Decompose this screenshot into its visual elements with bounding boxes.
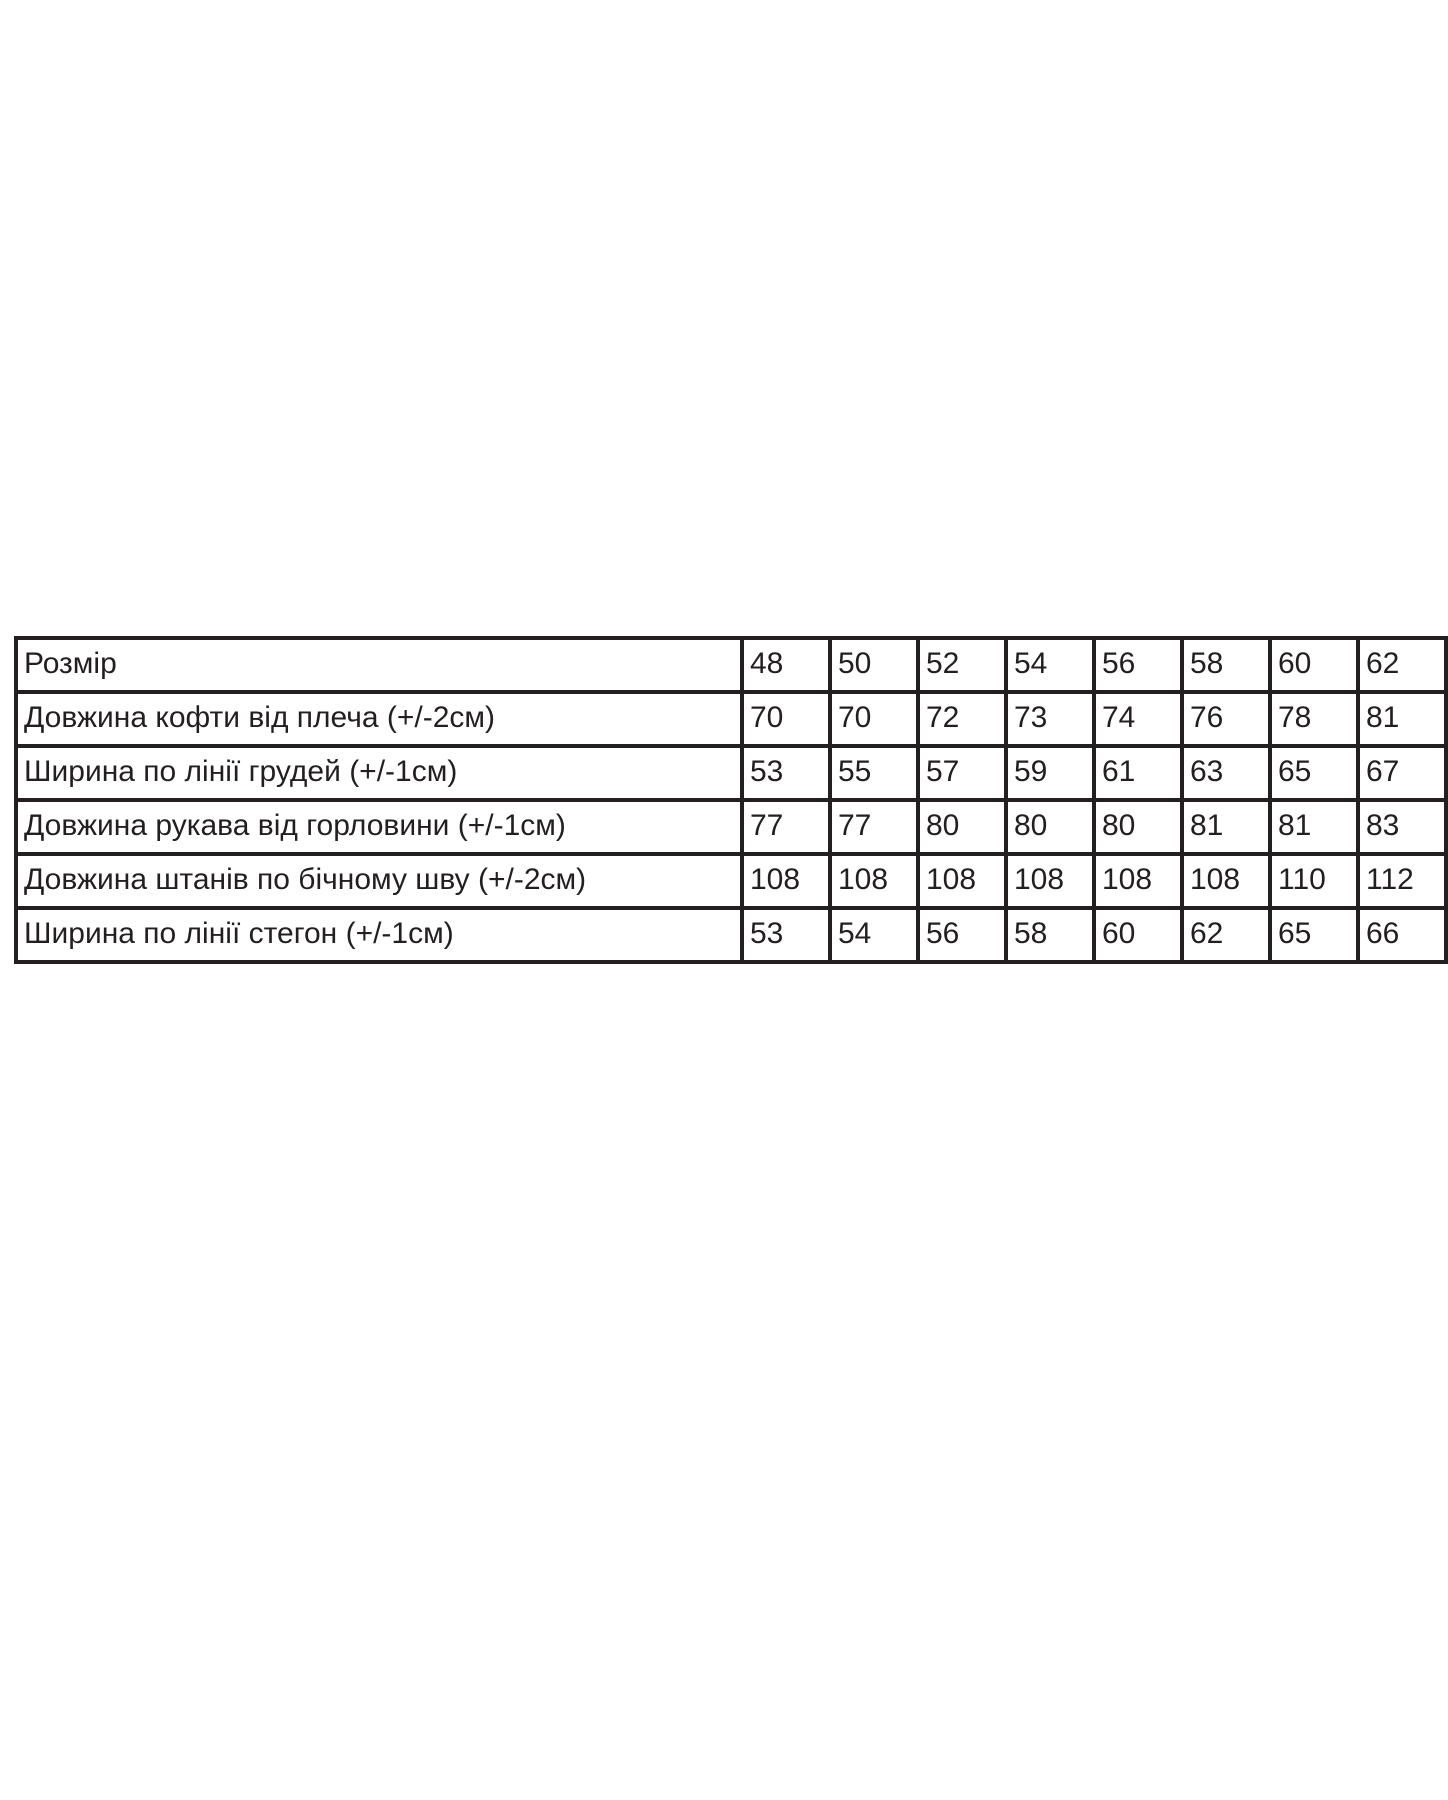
- row-value: 54: [1006, 638, 1094, 692]
- row-value: 62: [1182, 908, 1270, 962]
- row-value: 108: [830, 854, 918, 908]
- row-value: 52: [918, 638, 1006, 692]
- row-value: 58: [1182, 638, 1270, 692]
- row-label: Довжина рукава від горловини (+/-1см): [16, 800, 742, 854]
- row-value: 72: [918, 692, 1006, 746]
- row-value: 108: [1094, 854, 1182, 908]
- row-label: Довжина кофти від плеча (+/-2см): [16, 692, 742, 746]
- row-value: 108: [1182, 854, 1270, 908]
- row-value: 78: [1270, 692, 1358, 746]
- row-value: 59: [1006, 746, 1094, 800]
- table-row: [16, 800, 1446, 854]
- row-value: 56: [1094, 638, 1182, 692]
- table-row: [16, 638, 1446, 692]
- row-value: 80: [1094, 800, 1182, 854]
- row-value: 56: [918, 908, 1006, 962]
- row-value: 55: [830, 746, 918, 800]
- row-value: 80: [1006, 800, 1094, 854]
- size-chart-table: [14, 636, 1448, 964]
- row-value: 81: [1270, 800, 1358, 854]
- row-value: 77: [830, 800, 918, 854]
- row-label: Ширина по лінії грудей (+/-1см): [16, 746, 742, 800]
- row-value: 50: [830, 638, 918, 692]
- row-value: 83: [1358, 800, 1446, 854]
- table-row: [16, 908, 1446, 962]
- table-row: [16, 854, 1446, 908]
- row-value: 108: [918, 854, 1006, 908]
- row-value: 53: [742, 746, 830, 800]
- row-value: 74: [1094, 692, 1182, 746]
- row-value: 112: [1358, 854, 1446, 908]
- row-value: 77: [742, 800, 830, 854]
- row-value: 110: [1270, 854, 1358, 908]
- row-label: Розмір: [16, 638, 742, 692]
- row-value: 54: [830, 908, 918, 962]
- row-label: Довжина штанів по бічному шву (+/-2см): [16, 854, 742, 908]
- row-value: 108: [1006, 854, 1094, 908]
- row-value: 67: [1358, 746, 1446, 800]
- row-value: 81: [1358, 692, 1446, 746]
- row-value: 65: [1270, 746, 1358, 800]
- row-value: 70: [830, 692, 918, 746]
- row-value: 48: [742, 638, 830, 692]
- row-value: 76: [1182, 692, 1270, 746]
- row-value: 70: [742, 692, 830, 746]
- row-value: 66: [1358, 908, 1446, 962]
- size-chart-container: [14, 636, 1414, 964]
- table-row: [16, 692, 1446, 746]
- row-value: 60: [1094, 908, 1182, 962]
- row-value: 81: [1182, 800, 1270, 854]
- row-value: 62: [1358, 638, 1446, 692]
- row-value: 58: [1006, 908, 1094, 962]
- row-value: 65: [1270, 908, 1358, 962]
- row-value: 60: [1270, 638, 1358, 692]
- table-row: [16, 746, 1446, 800]
- row-label: Ширина по лінії стегон (+/-1см): [16, 908, 742, 962]
- size-chart-body: [16, 638, 1446, 962]
- row-value: 57: [918, 746, 1006, 800]
- row-value: 73: [1006, 692, 1094, 746]
- row-value: 61: [1094, 746, 1182, 800]
- row-value: 80: [918, 800, 1006, 854]
- row-value: 108: [742, 854, 830, 908]
- row-value: 53: [742, 908, 830, 962]
- row-value: 63: [1182, 746, 1270, 800]
